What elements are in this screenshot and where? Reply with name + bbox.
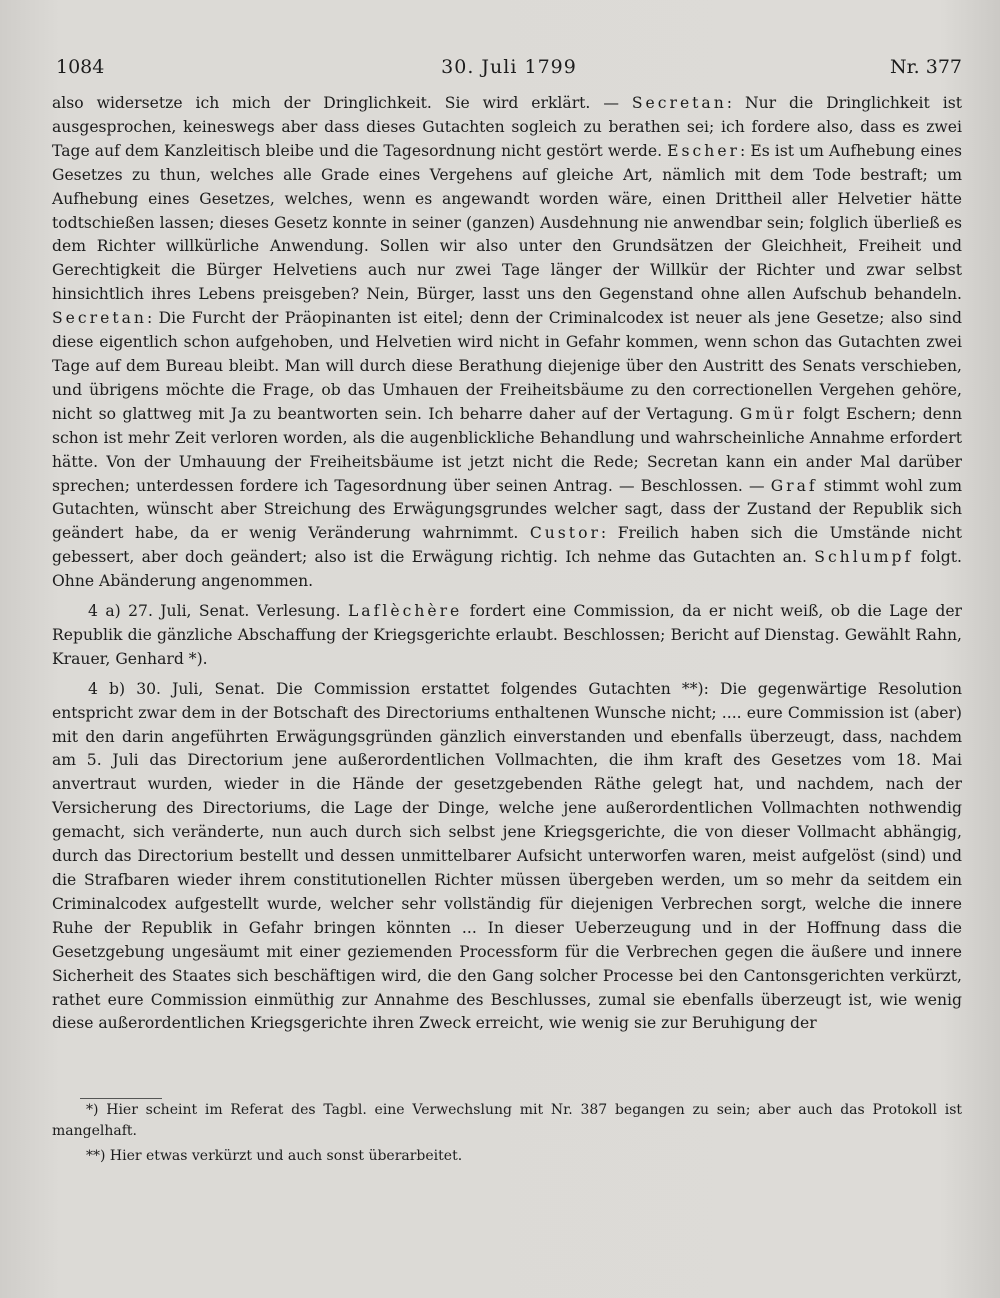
speaker-name: Secretan <box>631 94 727 112</box>
paragraph <box>52 678 962 1037</box>
speaker-name: Escher <box>667 141 741 160</box>
text-segment: also widersetze ich mich der Dringlichkeit. Sie wird erklärt. — <box>52 94 632 112</box>
footnote: **) Hier etwas verkürzt und auch sonst überarbeitet. <box>86 1148 463 1164</box>
footnotes <box>52 1100 962 1171</box>
speaker-name: Schlumpf <box>814 548 914 567</box>
paragraph <box>52 92 962 594</box>
footnote: *) Hier scheint im Referat des Tagbl. eine Verwechslung mit Nr. 387 begangen zu sein; aber auch das Protokoll ist mangelhaft. <box>52 1102 962 1139</box>
running-header <box>56 56 962 86</box>
paragraph <box>52 600 962 672</box>
text-segment: : Nur die Dringlichkeit ist ausgesprochen, keineswegs aber dass dieses Gutachten sogleich zu berathen sei; ich fordere also, dass es zwei Tage auf dem Kanzleitisch bleibe und die Tagesordnung nicht gestört werde. <box>52 94 962 160</box>
page-number: 1084 <box>56 56 105 78</box>
text-segment: folgt Eschern; denn schon ist mehr Zeit verloren worden, als die augenblickliche Behandlung und wahrscheinliche Annahme erfordert hätte. Von der Umhauung der Freiheitsbäume ist jetzt nicht die Rede; Secretan kann ein ander Mal darüber sprechen; unterdessen fordere ich Tagesordnung über seinen Antrag. — Beschlossen. — <box>52 404 962 495</box>
speaker-name: Secretan <box>52 309 147 328</box>
text-segment: : Es ist um Aufhebung eines Gesetzes zu thun, welches alle Grade eines Vergehens auf gleiche Art, nämlich mit dem Tode bestraft; um Aufhebung eines Gesetzes, welches, wenn es angewandt worden wäre, einen Drittheil aller Helvetier hätte todtschießen lassen; dieses Gesetz konnte in seiner (ganzen) Ausdehnung nie anwendbar sein; folglich überließ es dem Richter willkürliche Anwendung. Sollen wir also unter den Grundsätzen der Gleichheit, Freiheit und Gerechtigkeit die Bürger Helvetiens auch nur zwei Tage länger der Willkür der Richter und zwar selbst hinsichtlich ihres Lebens preisgeben? Nein, Bürger, lasst uns den Gegenstand ohne allen Aufschub behandeln. <box>52 141 962 304</box>
speaker-name: Gmür <box>739 404 797 423</box>
header-date: 30. Juli 1799 <box>441 56 577 78</box>
text-segment: : Die Furcht der Präopinanten ist eitel; denn der Criminalcodex ist neuer als jene Gesetze; also sind diese eigentlich schon aufgehoben, und Helvetien wird nicht in Gefahr kommen, wenn schon das Gutachten zwei Tage auf dem Bureau bleibt. Man will durch diese Berathung diejenige über den Austritt des Senats verschieben, und übrigens möchte die Frage, ob das Umhauen der Freiheitsbäume zu den correctionellen Vergehen gehöre, nicht so glattweg mit Ja zu beantworten sein. Ich beharre daher auf der Vertagung. <box>52 309 962 423</box>
text-segment: fordert eine Commission, da er nicht weiß, ob die Lage der Republik die gänzliche Abschaffung der Kriegsgerichte erlaubt. Beschlossen; Bericht auf Dienstag. Gewählt Rahn, Krauer, Genhard *). <box>52 602 963 668</box>
speaker-name: Laflèchère <box>347 602 463 621</box>
text-segment: folgt. Ohne Abänderung angenommen. <box>52 548 962 591</box>
text-segment: 4 b) 30. Juli, Senat. Die Commission erstattet folgendes Gutachten **): Die gegenwärtige Resolution entspricht zwar dem in der Botschaft des Directoriums enthaltenen Wunsche nicht; .... eure Commission ist (aber) mit den darin angeführten Erwägungsgründen gänzlich einverstanden und ebenfalls überzeugt, dass, nachdem am 5. Juli das Directorium jene außerordentlichen Vollmachten, die ihm kraft des Gesetzes vom 18. Mai anvertraut wurden, wieder in die Hände der gesetzgebenden Räthe gelegt hat, und nachdem, nach der Versicherung des Directoriums, die Lage der Dinge, welche jene außerordentlichen Vollmachten nothwendig gemacht, sich veränderte, nun auch durch sich selbst jene Kriegsgerichte, die von dieser Vollmacht abhängig, durch das Directorium bestellt und dessen unmittelbarer Aufsicht unterworfen waren, meist aufgelöst (sind) und die Strafbaren wieder ihrem constitutionellen Richter müssen übergeben werden, um so mehr da seitdem ein Criminalcodex aufgestellt wurde, welcher sehr vollständig für diejenigen Verbrechen sorgt, welche die innere Ruhe der Republik in Gefahr bringen könnten ... In dieser Ueberzeugung und in der Hoffnung dass die Gesetzgebung ungesäumt mit einer geziemenden Processform für die Verbrechen gegen die äußere und innere Sicherheit des Staates sich beschäftigen wird, die den Gang solcher Processe bei den Cantonsgerichten verkürzt, rathet eure Commission einmüthig zur Annahme des Beschlusses, zumal sie ebenfalls überzeugt ist, wie wenig diese außerordentlichen Kriegsgerichte ihren Zweck erreicht, wie wenig sie zur Beruhigung der <box>52 679 962 1033</box>
speaker-name: Custor <box>529 524 601 543</box>
document-number: Nr. 377 <box>890 56 962 78</box>
speaker-name: Graf <box>770 476 818 495</box>
text-segment: : Freilich haben sich die Umstände nicht gebessert, aber doch geändert; also ist die Erwägung richtig. Ich nehme das Gutachten an. <box>52 524 962 567</box>
text-segment: stimmt wohl zum Gutachten, wünscht aber Streichung des Erwägungsgrundes welcher sagt, dass der Zustand der Republik sich geändert habe, da er wenig Veränderung wahrnimmt. <box>52 476 962 543</box>
text-segment: 4 a) 27. Juli, Senat. Verlesung. <box>88 602 348 621</box>
footnote-divider <box>80 1098 162 1099</box>
body-text <box>52 92 962 1036</box>
